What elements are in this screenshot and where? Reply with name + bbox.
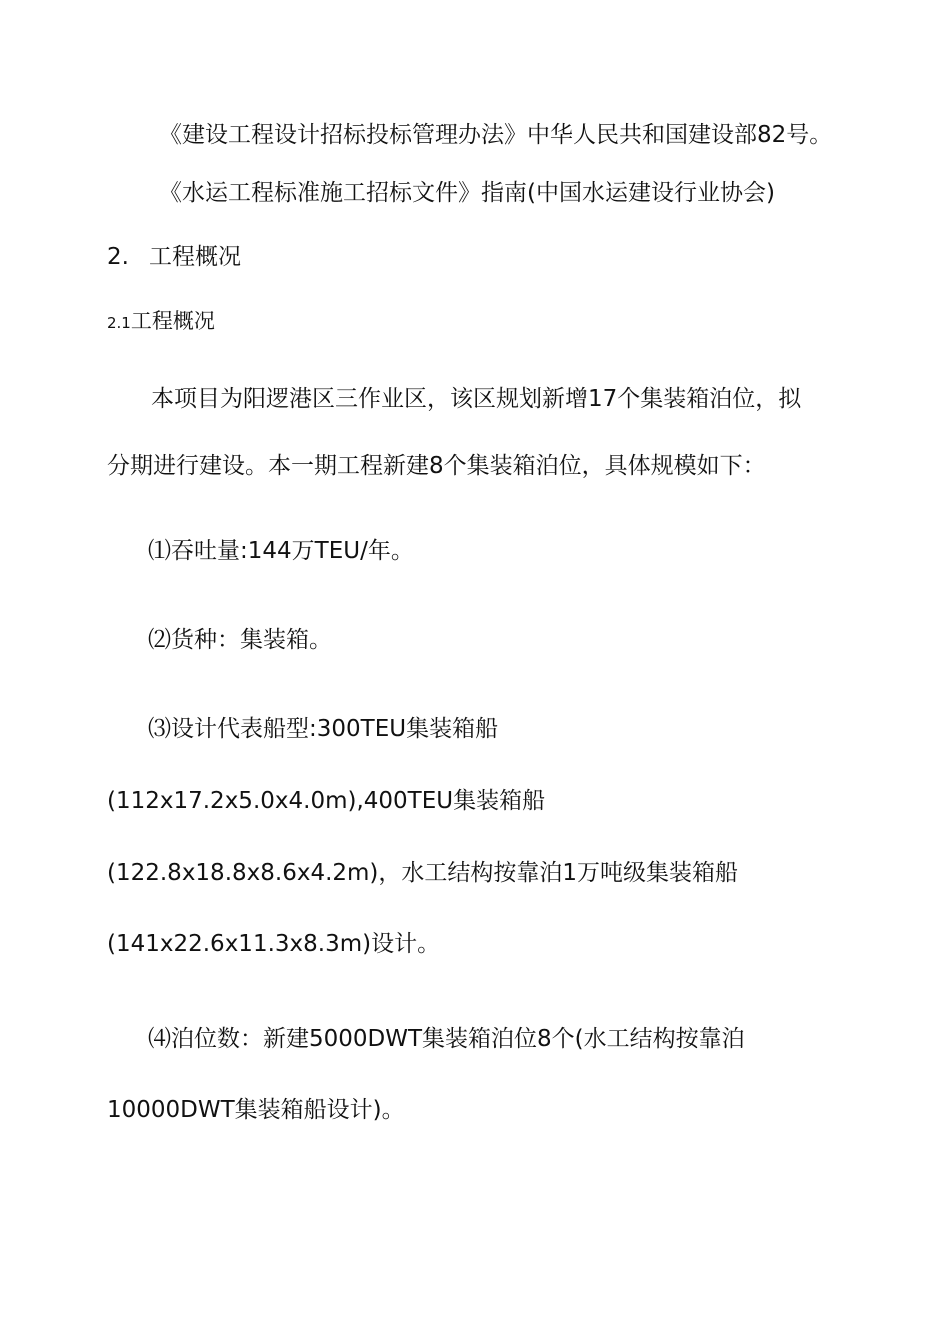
reference-2: 《水运工程标准施工招标文件》指南(中国水运建设行业协会): [159, 180, 775, 206]
subsection-number: 2.1: [107, 314, 131, 332]
item-berths-line-2: 10000DWT集装箱船设计)。: [107, 1097, 405, 1123]
item-throughput: ⑴吞吐量:144万TEU/年。: [148, 538, 414, 564]
item-berths-line-1: ⑷泊位数：新建5000DWT集装箱泊位8个(水工结构按靠泊: [148, 1026, 745, 1052]
item-ship-line-3: (122.8x18.8x8.6x4.2m)，水工结构按靠泊1万吨级集装箱船: [107, 860, 739, 886]
section-heading: [107, 242, 241, 272]
item-cargo: ⑵货种：集装箱。: [148, 627, 332, 653]
paragraph-line-1: 本项目为阳逻港区三作业区，该区规划新增17个集装箱泊位，拟: [151, 386, 802, 412]
subsection-heading: [107, 306, 215, 338]
item-ship-line-1: ⑶设计代表船型:300TEU集装箱船: [148, 716, 499, 742]
subsection-title: 工程概况: [130, 309, 215, 333]
item-ship-line-2: (112x17.2x5.0x4.0m),400TEU集装箱船: [107, 788, 546, 814]
section-title: 工程概况: [148, 244, 241, 270]
reference-1: 《建设工程设计招标投标管理办法》中华人民共和国建设部82号。: [159, 122, 833, 148]
item-ship-line-4: (141x22.6x11.3x8.3m)设计。: [107, 931, 441, 957]
paragraph-line-2: 分期进行建设。本一期工程新建8个集装箱泊位，具体规模如下：: [107, 453, 766, 479]
section-number: 2.: [107, 244, 129, 270]
